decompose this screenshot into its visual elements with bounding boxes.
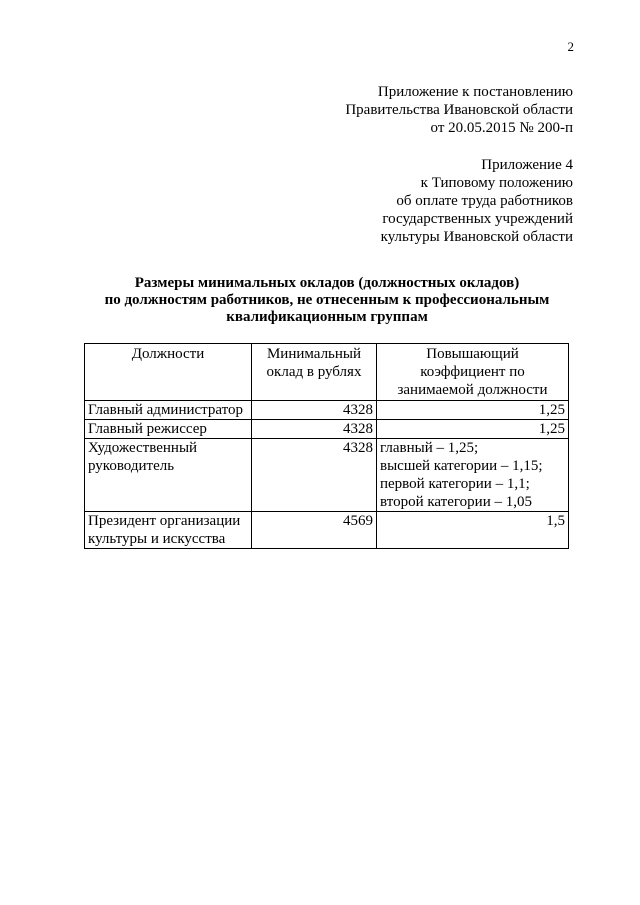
header-position: Должности: [85, 344, 252, 401]
title-line: по должностям работников, не отнесенным к профессиональным: [104, 292, 550, 308]
appendix-line: Приложение 4: [481, 157, 573, 173]
table-header-row: [85, 344, 569, 401]
table-row: [85, 512, 569, 549]
approval-line: Правительства Ивановской области: [345, 102, 573, 118]
salary-table: [84, 343, 569, 549]
title-line: квалификационным группам: [226, 309, 428, 325]
appendix-line: к Типовому положению: [420, 175, 573, 191]
table-row: [85, 439, 569, 512]
header-salary: Минимальный оклад в рублях: [252, 344, 377, 401]
appendix-line: государственных учреждений: [382, 211, 573, 227]
cell-salary: 4328: [252, 401, 377, 420]
cell-coefficient: 1,25: [377, 420, 569, 439]
approval-block: [345, 83, 573, 137]
approval-line: Приложение к постановлению: [377, 84, 573, 100]
appendix-line: культуры Ивановской области: [380, 229, 573, 245]
cell-salary: 4328: [252, 420, 377, 439]
appendix-line: об оплате труда работников: [396, 193, 573, 209]
cell-coefficient: 1,25: [377, 401, 569, 420]
cell-salary: 4569: [252, 512, 377, 549]
cell-coefficient: 1,5: [377, 512, 569, 549]
title-line: Размеры минимальных окладов (должностных окладов): [134, 275, 520, 291]
table-row: [85, 420, 569, 439]
table-row: [85, 401, 569, 420]
appendix-block: [381, 156, 573, 246]
document-title: [84, 275, 570, 326]
cell-position: Главный администратор: [85, 401, 252, 420]
cell-coefficient: главный – 1,25; высшей категории – 1,15; первой категории – 1,1; второй категории – 1,05: [377, 439, 569, 512]
page-number: 2: [567, 39, 574, 54]
cell-position: Художественный руководитель: [85, 439, 252, 512]
header-coefficient: Повышающий коэффициент по занимаемой должности: [377, 344, 569, 401]
approval-line: от 20.05.2015 № 200-п: [430, 120, 573, 136]
cell-position: Президент организации культуры и искусства: [85, 512, 252, 549]
cell-position: Главный режиссер: [85, 420, 252, 439]
cell-salary: 4328: [252, 439, 377, 512]
